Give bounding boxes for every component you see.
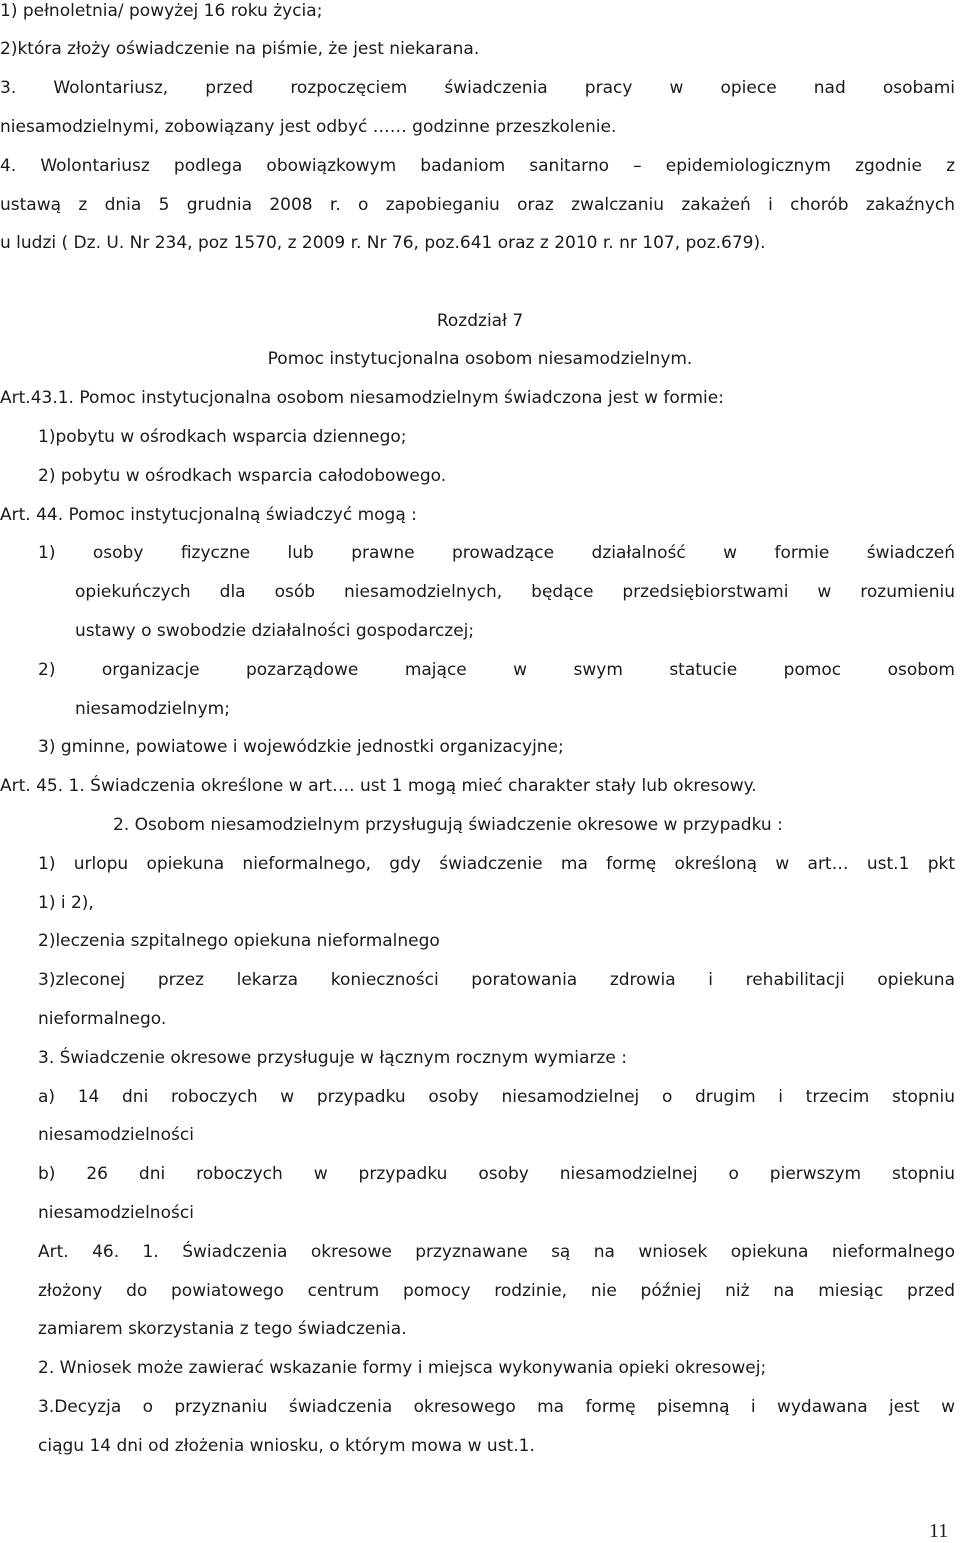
article-45-item-a-line2: niesamodzielności <box>38 1125 194 1145</box>
article-44-item-2-line2: niesamodzielnym; <box>75 699 230 719</box>
article-46-paragraph-1-line2: złożony do powiatowego centrum pomocy rodzinie, nie później niż na miesiąc przed <box>38 1281 955 1301</box>
chapter-title: Pomoc instytucjonalna osobom niesamodzielnym. <box>267 349 693 369</box>
article-45-item-b-line2: niesamodzielności <box>38 1203 194 1223</box>
article-43-item-1: 1)pobytu w ośrodkach wsparcia dziennego; <box>38 427 407 447</box>
article-45-paragraph-2: 2. Osobom niesamodzielnym przysługują świadczenie okresowe w przypadku : <box>113 815 783 835</box>
article-44-item-1-line1: 1) osoby fizyczne lub prawne prowadzące działalność w formie świadczeń <box>38 543 955 563</box>
article-45-item-1-line2: 1) i 2), <box>38 893 94 913</box>
article-46-paragraph-3-line2: ciągu 14 dni od złożenia wniosku, o którym mowa w ust.1. <box>38 1436 535 1456</box>
article-45-item-a-line1: a) 14 dni roboczych w przypadku osoby niesamodzielnej o drugim i trzecim stopniu <box>38 1087 955 1107</box>
article-46-paragraph-1-line3: zamiarem skorzystania z tego świadczenia. <box>38 1319 407 1339</box>
article-45-item-1-line1: 1) urlopu opiekuna nieformalnego, gdy świadczenie ma formę określoną w art… ust.1 pkt <box>38 854 955 874</box>
article-44-heading: Art. 44. Pomoc instytucjonalną świadczyć mogą : <box>0 505 417 525</box>
paragraph-sanitary-tests-line2: ustawą z dnia 5 grudnia 2008 r. o zapobieganiu oraz zwalczaniu zakażeń i chorób zakaźnych <box>0 195 955 215</box>
article-44-item-2-line1: 2) organizacje pozarządowe mające w swym statucie pomoc osobom <box>38 660 955 680</box>
article-45-paragraph-3: 3. Świadczenie okresowe przysługuje w łącznym rocznym wymiarze : <box>38 1048 627 1068</box>
article-45-paragraph-1: Art. 45. 1. Świadczenia określone w art…. ust 1 mogą mieć charakter stały lub okresowy. <box>0 776 757 796</box>
article-46-paragraph-3-line1: 3.Decyzja o przyznaniu świadczenia okresowego ma formę pisemną i wydawana jest w <box>38 1397 955 1417</box>
paragraph-sanitary-tests-line3: u ludzi ( Dz. U. Nr 234, poz 1570, z 2009 r. Nr 76, poz.641 oraz z 2010 r. nr 107, poz.679). <box>0 233 766 253</box>
article-45-item-3-line2: nieformalnego. <box>38 1009 167 1029</box>
article-45-item-3-line1: 3)zleconej przez lekarza konieczności poratowania zdrowia i rehabilitacji opiekuna <box>38 970 955 990</box>
article-44-item-3: 3) gminne, powiatowe i wojewódzkie jednostki organizacyjne; <box>38 737 564 757</box>
paragraph-volunteer-training-line2: niesamodzielnymi, zobowiązany jest odbyć …… godzinne przeszkolenie. <box>0 117 617 137</box>
paragraph-volunteer-training-line1: 3. Wolontariusz, przed rozpoczęciem świadczenia pracy w opiece nad osobami <box>0 78 955 98</box>
chapter-number: Rozdział 7 <box>436 311 524 331</box>
article-46-paragraph-1-line1: Art. 46. 1. Świadczenia okresowe przyznawane są na wniosek opiekuna nieformalnego <box>38 1242 955 1262</box>
article-43-item-2: 2) pobytu w ośrodkach wsparcia całodobowego. <box>38 466 447 486</box>
article-44-item-1-line3: ustawy o swobodzie działalności gospodarczej; <box>75 621 475 641</box>
article-44-item-1-line2: opiekuńczych dla osób niesamodzielnych, będące przedsiębiorstwami w rozumieniu <box>75 582 955 602</box>
article-45-item-b-line1: b) 26 dni roboczych w przypadku osoby niesamodzielnej o pierwszym stopniu <box>38 1164 955 1184</box>
article-43-heading: Art.43.1. Pomoc instytucjonalna osobom niesamodzielnym świadczona jest w formie: <box>0 388 724 408</box>
page-number: 11 <box>929 1520 949 1542</box>
article-45-item-2: 2)leczenia szpitalnego opiekuna nieformalnego <box>38 931 440 951</box>
list-item-no-criminal-record: 2)która złoży oświadczenie na piśmie, że jest niekarana. <box>0 39 480 59</box>
list-item-adult-age: 1) pełnoletnia/ powyżej 16 roku życia; <box>0 1 323 21</box>
paragraph-sanitary-tests-line1: 4. Wolontariusz podlega obowiązkowym badaniom sanitarno – epidemiologicznym zgodnie z <box>0 156 955 176</box>
article-46-paragraph-2: 2. Wniosek może zawierać wskazanie formy i miejsca wykonywania opieki okresowej; <box>38 1358 767 1378</box>
